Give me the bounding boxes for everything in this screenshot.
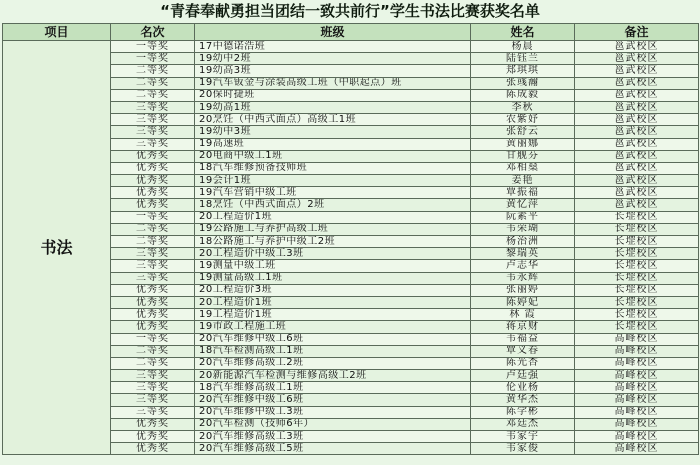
- note-cell: 长堽校区: [575, 321, 699, 333]
- rank-cell: 优秀奖: [111, 162, 195, 174]
- class-cell: 20汽车维修中级工3班: [195, 406, 471, 418]
- name-cell: 伦业杨: [471, 382, 575, 394]
- note-cell: 高峰校区: [575, 394, 699, 406]
- note-cell: 长堽校区: [575, 284, 699, 296]
- name-cell: 甘舰芬: [471, 150, 575, 162]
- header-name: 姓名: [471, 24, 575, 41]
- name-cell: 卢志华: [471, 260, 575, 272]
- note-cell: 邕武校区: [575, 126, 699, 138]
- rank-cell: 优秀奖: [111, 175, 195, 187]
- name-cell: 张丽婷: [471, 284, 575, 296]
- note-cell: 高峰校区: [575, 370, 699, 382]
- class-cell: 19工程造价1班: [195, 309, 471, 321]
- rank-cell: 优秀奖: [111, 431, 195, 443]
- name-cell: 邓廷杰: [471, 418, 575, 430]
- name-cell: 陈成毅: [471, 89, 575, 101]
- name-cell: 韦家俊: [471, 443, 575, 455]
- rank-cell: 三等奖: [111, 101, 195, 113]
- class-cell: 20汽车维修高级工3班: [195, 431, 471, 443]
- rank-cell: 二等奖: [111, 357, 195, 369]
- class-cell: 19高速班: [195, 138, 471, 150]
- class-cell: 20电商中级工1班: [195, 150, 471, 162]
- rank-cell: 优秀奖: [111, 309, 195, 321]
- rank-cell: 二等奖: [111, 236, 195, 248]
- class-cell: 20汽车维修中级工6班: [195, 333, 471, 345]
- name-cell: 黄华杰: [471, 394, 575, 406]
- note-cell: 长堽校区: [575, 309, 699, 321]
- rank-cell: 三等奖: [111, 114, 195, 126]
- name-cell: 黄忆萍: [471, 199, 575, 211]
- rank-cell: 三等奖: [111, 126, 195, 138]
- note-cell: 高峰校区: [575, 382, 699, 394]
- note-cell: 邕武校区: [575, 150, 699, 162]
- rank-cell: 一等奖: [111, 41, 195, 53]
- class-cell: 20汽车维修中级工6班: [195, 394, 471, 406]
- note-cell: 长堽校区: [575, 260, 699, 272]
- rank-cell: 三等奖: [111, 382, 195, 394]
- note-cell: 邕武校区: [575, 162, 699, 174]
- note-cell: 邕武校区: [575, 138, 699, 150]
- name-cell: 蒋京财: [471, 321, 575, 333]
- name-cell: 韦福益: [471, 333, 575, 345]
- note-cell: 长堽校区: [575, 248, 699, 260]
- note-cell: 长堽校区: [575, 272, 699, 284]
- rank-cell: 优秀奖: [111, 150, 195, 162]
- class-cell: 20保时捷班: [195, 89, 471, 101]
- class-cell: 20工程造价3班: [195, 284, 471, 296]
- class-cell: 18烹饪（中西式面点）2班: [195, 199, 471, 211]
- class-cell: 19市政工程施工班: [195, 321, 471, 333]
- document-title: “青春奉献勇担当团结一致共前行”学生书法比赛获奖名单: [160, 2, 540, 20]
- name-cell: 邓相燊: [471, 162, 575, 174]
- header-note: 备注: [575, 24, 699, 41]
- rank-cell: 优秀奖: [111, 284, 195, 296]
- rank-cell: 三等奖: [111, 248, 195, 260]
- note-cell: 邕武校区: [575, 175, 699, 187]
- note-cell: 长堽校区: [575, 296, 699, 308]
- class-cell: 18汽车检测高级工1班: [195, 345, 471, 357]
- class-cell: 18汽车维修预备技师班: [195, 162, 471, 174]
- class-cell: 20工程造价1班: [195, 296, 471, 308]
- header-rank: 名次: [111, 24, 195, 41]
- note-cell: 高峰校区: [575, 333, 699, 345]
- class-cell: 20汽车检测（技师6年）: [195, 418, 471, 430]
- name-cell: 韦家宇: [471, 431, 575, 443]
- table-row: [3, 41, 699, 53]
- rank-cell: 三等奖: [111, 138, 195, 150]
- table-body: [3, 41, 699, 455]
- rank-cell: 二等奖: [111, 89, 195, 101]
- name-cell: 陈婷妃: [471, 296, 575, 308]
- rank-cell: 优秀奖: [111, 199, 195, 211]
- class-cell: 19幼高3班: [195, 65, 471, 77]
- note-cell: 邕武校区: [575, 187, 699, 199]
- class-cell: 19公路施工与养护高级工班: [195, 223, 471, 235]
- note-cell: 邕武校区: [575, 114, 699, 126]
- rank-cell: 一等奖: [111, 211, 195, 223]
- rank-cell: 三等奖: [111, 272, 195, 284]
- name-cell: 李秋: [471, 101, 575, 113]
- note-cell: 长堽校区: [575, 211, 699, 223]
- rank-cell: 优秀奖: [111, 296, 195, 308]
- name-cell: 韦荣瑚: [471, 223, 575, 235]
- note-cell: 邕武校区: [575, 53, 699, 65]
- class-cell: 20工程造价中级工3班: [195, 248, 471, 260]
- rank-cell: 一等奖: [111, 333, 195, 345]
- class-cell: 18汽车维修高级工1班: [195, 382, 471, 394]
- note-cell: 邕武校区: [575, 65, 699, 77]
- rank-cell: 优秀奖: [111, 187, 195, 199]
- rank-cell: 一等奖: [111, 53, 195, 65]
- note-cell: 邕武校区: [575, 199, 699, 211]
- note-cell: 邕武校区: [575, 101, 699, 113]
- note-cell: 邕武校区: [575, 77, 699, 89]
- awards-table: [2, 23, 699, 455]
- rank-cell: 优秀奖: [111, 443, 195, 455]
- note-cell: 高峰校区: [575, 431, 699, 443]
- class-cell: 19汽车钣金与涂装高级工班（中职起点）班: [195, 77, 471, 89]
- class-cell: 19汽车营销中级工班: [195, 187, 471, 199]
- rank-cell: 三等奖: [111, 370, 195, 382]
- name-cell: 黄丽娜: [471, 138, 575, 150]
- name-cell: 韦永辉: [471, 272, 575, 284]
- class-cell: 19测量高级工1班: [195, 272, 471, 284]
- name-cell: 张彧瀚: [471, 77, 575, 89]
- note-cell: 邕武校区: [575, 89, 699, 101]
- rank-cell: 二等奖: [111, 77, 195, 89]
- class-cell: 20新能源汽车检测与维修高级工2班: [195, 370, 471, 382]
- note-cell: 邕武校区: [575, 41, 699, 53]
- table-header-row: [3, 24, 699, 41]
- name-cell: 林 霞: [471, 309, 575, 321]
- name-cell: 陈光杏: [471, 357, 575, 369]
- class-cell: 19幼中3班: [195, 126, 471, 138]
- rank-cell: 优秀奖: [111, 321, 195, 333]
- class-cell: 19幼中2班: [195, 53, 471, 65]
- name-cell: 陈学彬: [471, 406, 575, 418]
- class-cell: 20汽车维修高级工5班: [195, 443, 471, 455]
- name-cell: 覃义春: [471, 345, 575, 357]
- class-cell: 19幼高1班: [195, 101, 471, 113]
- rank-cell: 三等奖: [111, 406, 195, 418]
- name-cell: 覃振福: [471, 187, 575, 199]
- rank-cell: 三等奖: [111, 394, 195, 406]
- name-cell: 张舒云: [471, 126, 575, 138]
- rank-cell: 二等奖: [111, 345, 195, 357]
- rank-cell: 二等奖: [111, 65, 195, 77]
- note-cell: 高峰校区: [575, 418, 699, 430]
- name-cell: 卢廷强: [471, 370, 575, 382]
- class-cell: 20烹饪（中西式面点）高级工1班: [195, 114, 471, 126]
- header-class: 班级: [195, 24, 471, 41]
- name-cell: 杨治洲: [471, 236, 575, 248]
- name-cell: 阮素平: [471, 211, 575, 223]
- rank-cell: 优秀奖: [111, 418, 195, 430]
- note-cell: 高峰校区: [575, 443, 699, 455]
- header-category: 项目: [3, 24, 111, 41]
- note-cell: 高峰校区: [575, 357, 699, 369]
- class-cell: 19测量中级工班: [195, 260, 471, 272]
- name-cell: 杨晨: [471, 41, 575, 53]
- name-cell: 陆钰兰: [471, 53, 575, 65]
- note-cell: 高峰校区: [575, 406, 699, 418]
- name-cell: 农紫妤: [471, 114, 575, 126]
- class-cell: 17中德诺浩班: [195, 41, 471, 53]
- rank-cell: 三等奖: [111, 260, 195, 272]
- note-cell: 长堽校区: [575, 236, 699, 248]
- class-cell: 20工程造价1班: [195, 211, 471, 223]
- class-cell: 18公路施工与养护中级工2班: [195, 236, 471, 248]
- note-cell: 高峰校区: [575, 345, 699, 357]
- name-cell: 郑琪琪: [471, 65, 575, 77]
- name-cell: 姜艳: [471, 175, 575, 187]
- name-cell: 黎瑞英: [471, 248, 575, 260]
- class-cell: 19会计1班: [195, 175, 471, 187]
- note-cell: 长堽校区: [575, 223, 699, 235]
- category-cell: 书法: [3, 41, 111, 455]
- rank-cell: 二等奖: [111, 223, 195, 235]
- class-cell: 20汽车维修高级工2班: [195, 357, 471, 369]
